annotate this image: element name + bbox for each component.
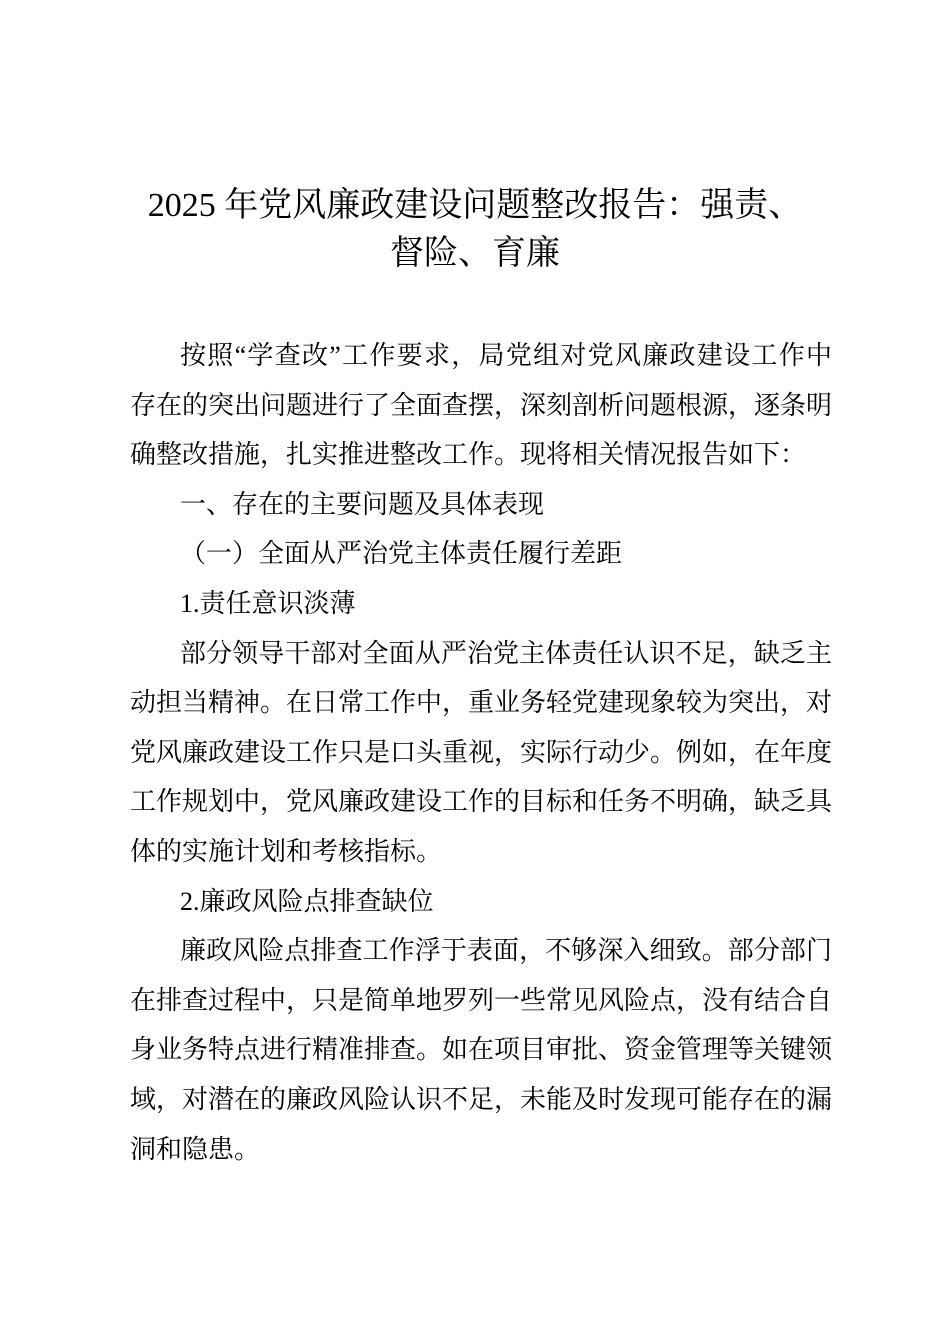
text-line: 工作规划中，党风廉政建设工作的目标和任务不明确，缺乏具 — [130, 787, 833, 817]
text-line: 廉政风险点排查工作浮于表面，不够深入细致。部分部门 — [180, 936, 832, 966]
intro-paragraph — [130, 331, 832, 480]
text-line: 体的实施计划和考核指标。 — [130, 836, 443, 866]
item1-paragraph — [130, 629, 832, 877]
subsection-heading: （一）全面从严治党主体责任履行差距 — [180, 539, 623, 569]
item-heading: 2.廉政风险点排查缺位 — [180, 886, 434, 916]
text-line: 部分领导干部对全面从严治党主体责任认识不足，缺乏主 — [180, 638, 832, 668]
item-heading: 1.责任意识淡薄 — [180, 588, 356, 618]
section-heading: 一、存在的主要问题及具体表现 — [180, 489, 545, 519]
title-line: 督险、育廉 — [390, 235, 560, 272]
text-line: 洞和隐患。 — [130, 1134, 261, 1164]
text-line: 身业务特点进行精准排查。如在项目审批、资金管理等关键领 — [130, 1035, 833, 1065]
text-line: 存在的突出问题进行了全面查摆，深刻剖析问题根源，逐条明 — [130, 390, 833, 420]
text-line: 按照“学查改”工作要求，局党组对党风廉政建设工作中 — [180, 341, 832, 370]
text-line: 域，对潜在的廉政风险认识不足，未能及时发现可能存在的漏 — [130, 1084, 833, 1114]
item2-paragraph — [130, 926, 832, 1174]
document-title — [100, 182, 850, 278]
text-line: 在排查过程中，只是简单地罗列一些常见风险点，没有结合自 — [130, 985, 833, 1015]
title-line: 2025 年党风廉政建设问题整改报告：强责、 — [147, 187, 803, 224]
document-body — [130, 331, 832, 1174]
text-line: 党风廉政建设工作只是口头重视，实际行动少。例如，在年度 — [130, 737, 833, 767]
text-line: 动担当精神。在日常工作中，重业务轻党建现象较为突出，对 — [130, 688, 833, 718]
text-line: 确整改措施，扎实推进整改工作。现将相关情况报告如下： — [130, 440, 807, 470]
